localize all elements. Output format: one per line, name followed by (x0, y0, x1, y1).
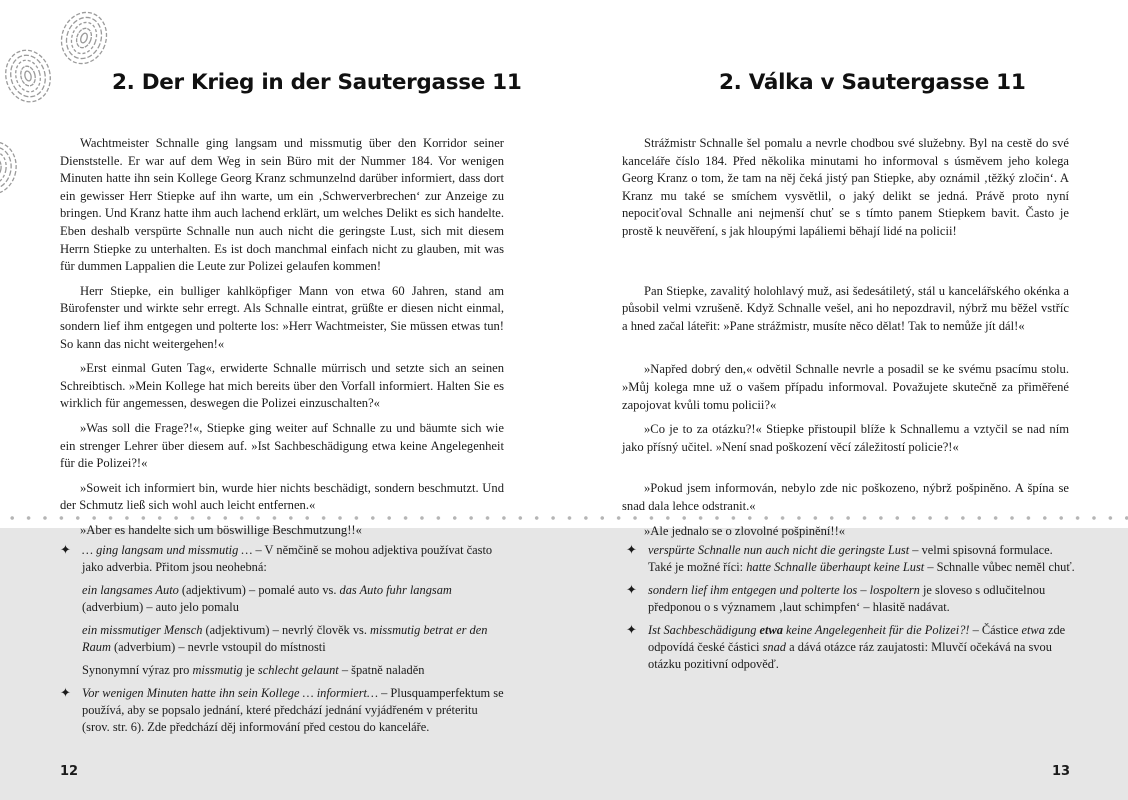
paragraph: Wachtmeister Schnalle ging langsam und missmutig über den Korridor seiner Dienststelle. Er war auf dem Weg in sein Büro mit der Nummer 184. Vor wenigen Minuten hatte ihn sein Kollege Georg Kranz schmunzelnd darüber informiert, dass dort ein gewisser Herr Stiepke auf ihn warte, um ein ‚Schwerverbrechen‘ zur Anzeige zu bringen. Und Kranz hatte ihm auch lachend erklärt, um welches Delikt es sich handelte. Eben deshalb verspürte Schnalle nun auch nicht die geringste Lust, sich mit diesem Herrn Stiepke zu unterhalten. Es ist doch manchmal einfach nicht zu glauben, mit was für dummen Lappalien die Leute zur Polizei gelaufen kommen! (60, 136, 504, 274)
paragraph: »Soweit ich informiert bin, wurde hier nichts beschädigt, sondern beschmutzt. Und der Schmutz ließ sich wohl auch leicht entfernen.« (60, 480, 504, 513)
notes-section (626, 542, 1076, 679)
note-text: verspürte Schnalle nun auch nicht die geringste Lust – velmi spisovná formulace. Také je možné říci: hatte Schnalle überhaupt keine Lust – Schnalle vůbec neměl chuť. (648, 543, 1075, 574)
note-text: Vor wenigen Minuten hatte ihn sein Kollege … informiert… – Plusquamperfektum se používá, aby se popsalo jednání, které předchází jednání vyjádřeném v préteritu (srov. str. 6). Zde předchází děj informování před cestou do kanceláře. (82, 686, 504, 734)
note-item (60, 542, 508, 576)
page-number: 13 (1052, 764, 1071, 779)
page-title: 2. Válka v Sautergasse 11 (719, 70, 1026, 95)
paragraph: Pan Stiepke, zavalitý holohlavý muž, asi šedesátiletý, stál u kancelářského okénka a působil velmi vzrušeně. Když Schnalle vešel, ani ho nepozdravil, nýbrž mu běžel vstříc a hned začal láteřit: »Pane strážmistr, musíte něco dělat! Tak to nemůže jít dál!« (622, 283, 1069, 333)
four-pointed-star-icon: ✦ (60, 543, 71, 558)
four-pointed-star-icon: ✦ (626, 543, 637, 558)
note-example: ein missmutiger Mensch (adjektivum) – nevrlý člověk vs. missmutig betrat er den Raum (adverbium) – nevrle vstoupil do místnosti (82, 623, 488, 654)
paragraph: »Pokud jsem informován, nebylo zde nic poškozeno, nýbrž pošpiněno. A špína se snad dala lehce odstranit.« (622, 481, 1069, 513)
note-item (626, 622, 1076, 673)
notes-section (60, 542, 508, 742)
paragraph: Strážmistr Schnalle šel pomalu a nevrle chodbou své služebny. Byl na cestě do své kanceláře číslo 184. Před několika minutami ho informoval s úsměvem jeho kolega Georg Kranz o tom, že tam na něj čeká jistý pan Stiepke, aby oznámil ‚těžký zločin‘. A Kranz mu také se smíchem vysvětlil, o jaký delikt se jedná. Právě proto nyní nepociťoval Schnalle ani nejmenší chuť se s tímto panem Stiepkem bavit. Často je prostě k neuvěření, s jak hloupými lapáliemi běhají lidé na policii! (622, 136, 1069, 238)
four-pointed-star-icon: ✦ (60, 686, 71, 701)
page-number: 12 (60, 764, 79, 779)
story-text (622, 135, 1069, 547)
note-example: ein langsames Auto (adjektivum) – pomalé auto vs. das Auto fuhr langsam (adverbium) – auto jelo pomalu (82, 583, 452, 614)
paragraph: »Aber es handelte sich um böswillige Beschmutzung!!« (80, 522, 362, 537)
paragraph: »Co je to za otázku?!« Stiepke přistoupil blíže k Schnallemu a vztyčil se nad ním jako přísný učitel. »Není snad poškození věcí záležitostí policie?!« (622, 422, 1069, 454)
paragraph: »Napřed dobrý den,« odvětil Schnalle nevrle a posadil se ke svému psacímu stolu. »Můj kolega mne už o vašem případu informoval. Považujete skutečně za přiměřené zapojovat kvůli tomu policii?« (622, 362, 1069, 412)
story-text (60, 135, 504, 546)
paragraph: Herr Stiepke, ein bulliger kahlköpfiger Mann von etwa 60 Jahren, stand am Bürofenster und wirkte sehr erregt. Als Schnalle eintrat, grüßte er diesen nicht einmal, sondern lief ihm entgegen und polterte los: »Herr Wachtmeister, Sie müssen etwas tun! So kann das nicht weitergehen!« (60, 283, 504, 351)
note-text: … ging langsam und missmutig … – V němčině se mohou adjektiva používat často jako adverbia. Přitom jsou neohebná: (82, 543, 493, 574)
right-page (564, 0, 1128, 800)
note-text: Ist Sachbeschädigung etwa keine Angelegenheit für die Polizei?! – Částice etwa zde odpovídá české částici snad a dává otázce ráz zaujatosti: Mluvčí očekává na svou otázku pozitivní odpověď. (648, 623, 1066, 671)
note-item (626, 582, 1076, 616)
paragraph: »Erst einmal Guten Tag«, erwiderte Schnalle mürrisch und setzte sich an seinen Schreibtisch. »Mein Kollege hat mich bereits über den Vorfall informiert. Halten Sie es wirklich für angemessen, deswegen die Polizei einzuschalten?« (60, 361, 504, 411)
note-item (626, 542, 1076, 576)
note-text: sondern lief ihm entgegen und polterte los – lospoltern je sloveso s odlučitelnou předponou o s významem ‚laut schimpfen‘ – hlasitě nadávat. (648, 583, 1046, 614)
four-pointed-star-icon: ✦ (626, 623, 637, 638)
paragraph: »Ale jednalo se o zlovolné pošpinění!!« (644, 523, 846, 538)
page-title: 2. Der Krieg in der Sautergasse 11 (112, 70, 522, 95)
note-synonym: Synonymní výraz pro missmutig je schlecht gelaunt – špatně naladěn (82, 663, 425, 677)
four-pointed-star-icon: ✦ (626, 583, 637, 598)
note-item (60, 685, 508, 736)
paragraph: »Was soll die Frage?!«, Stiepke ging weiter auf Schnalle zu und bäumte sich wie ein strenger Lehrer über diesem auf. »Ist Sachbeschädigung etwa keine Angelegenheit für die Polizei?!« (60, 420, 504, 471)
